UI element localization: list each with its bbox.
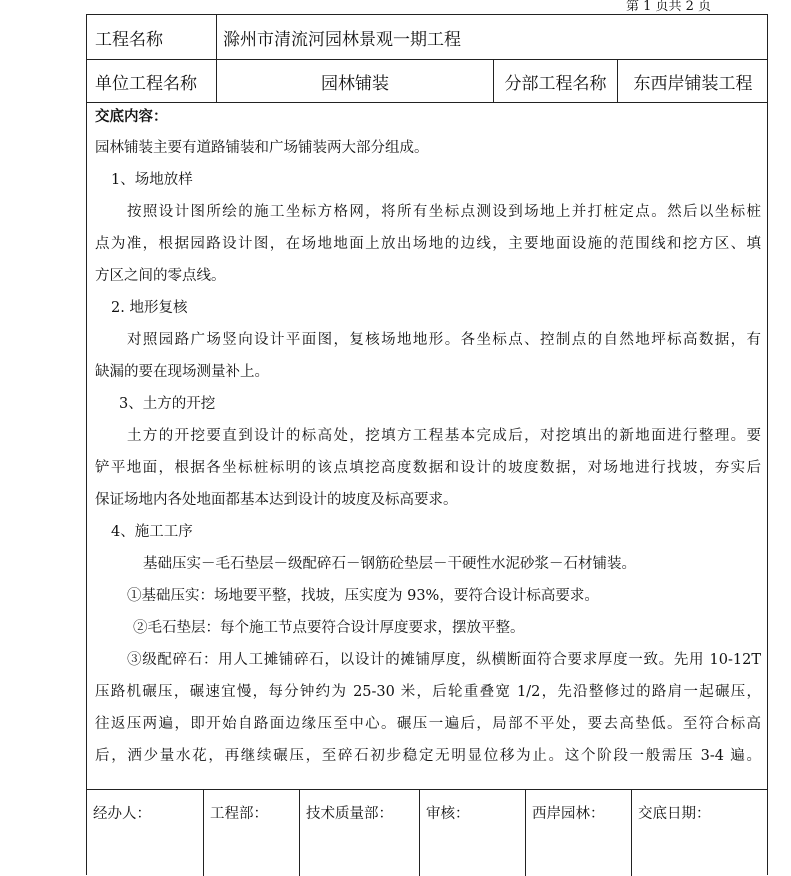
content-line: 方区之间的零点线。 [95,268,226,284]
unit-value: 园林铺装 [216,60,493,102]
content-heading: 交底内容： [95,108,168,125]
disclosure-form [86,14,768,875]
content-line: ①基础压实：场地要平整，找坡，压实度为 93%，要符合设计标高要求。 [127,588,599,604]
signature-quality: 技术质量部： [299,790,419,876]
project-row [87,15,767,60]
content-line: 土方的开挖要直到设计的标高处，挖填方工程基本完成后，对挖填出的新地面进行整理。要 [127,428,761,444]
content-line: 保证场地内各处地面都基本达到设计的坡度及标高要求。 [95,492,458,508]
content-line: 缺漏的要在现场测量补上。 [95,364,269,380]
content-line: 后，洒少量水花，再继续碾压，至碎石初步稳定无明显位移为止。这个阶段一般需压 3-4 遍。 [95,748,761,764]
section-title: 3、土方的开挖 [119,396,216,412]
content-line: 压路机碾压，碾速宜慢，每分钟约为 25-30 米，后轮重叠宽 1/2，先沿整修过的路肩一起碾压， [95,684,761,700]
content-line: 按照设计图所绘的施工坐标方格网，将所有坐标点测设到场地上并打桩定点。然后以坐标桩 [127,204,761,220]
project-value: 滁州市清流河园林景观一期工程 [216,15,768,59]
section-title: 4、施工工序 [111,524,193,540]
section-title: 1、场地放样 [111,172,193,188]
signature-west-bank: 西岸园林： [525,790,631,876]
content-line: ②毛石垫层：每个施工节点要符合设计厚度要求，摆放平整。 [133,620,525,636]
unit-row [87,60,767,103]
unit-label: 单位工程名称 [95,73,197,94]
page-indicator: 第 1 页共 2 页 [626,0,712,14]
signature-review: 审核： [419,790,525,876]
signature-engineering: 工程部： [203,790,299,876]
content-line: 点为准，根据园路设计图，在场地地面上放出场地的边线，主要地面设施的范围线和挖方区、填 [95,236,761,252]
sub-value: 东西岸铺装工程 [617,60,768,102]
content-line: 铲平地面，根据各坐标桩标明的该点填挖高度数据和设计的坡度数据，对场地进行找坡，夯实后 [95,460,761,476]
signature-date: 交底日期： [631,790,768,876]
sub-label: 分部工程名称 [493,60,617,102]
content-line: 往返压两遍，即开始自路面边缘压至中心。碾压一遍后，局部不平处，要去高垫低。至符合标高 [95,716,761,732]
content-line: ③级配碎石：用人工摊铺碎石，以设计的摊铺厚度，纵横断面符合要求厚度一致。先用 10-12T [127,652,761,668]
section-title: 2. 地形复核 [111,300,188,316]
content-line: 园林铺装主要有道路铺装和广场铺装两大部分组成。 [95,140,429,156]
content-line: 基础压实－毛石垫层－级配碎石－钢筋砼垫层－干硬性水泥砂浆－石材铺装。 [143,556,636,572]
content-body [87,103,767,790]
signature-handler: 经办人： [93,806,151,822]
project-label: 工程名称 [95,29,163,50]
content-line: 对照园路广场竖向设计平面图，复核场地地形。各坐标点、控制点的自然地坪标高数据，有 [127,332,761,348]
